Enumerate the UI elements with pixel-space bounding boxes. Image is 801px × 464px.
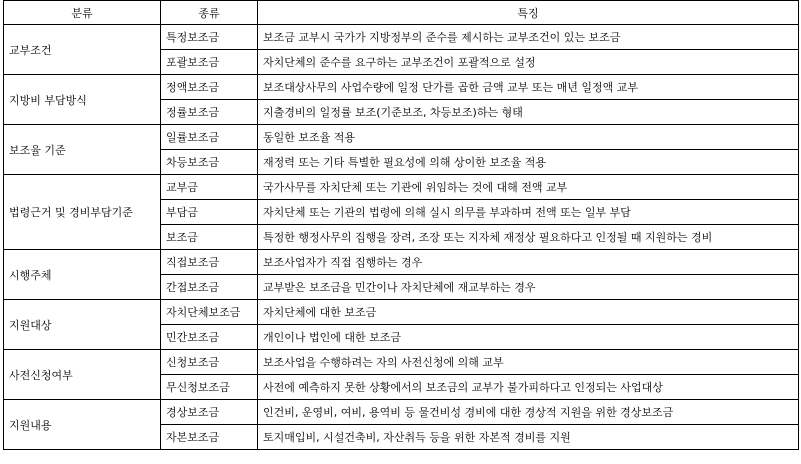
type-cell: 보조금 [161,225,258,250]
feature-cell: 자치단체의 준수를 요구하는 교부조건이 포괄적으로 설정 [258,50,799,75]
category-cell: 교부조건 [4,25,161,75]
table-row [4,400,799,425]
type-cell: 민간보조금 [161,325,258,350]
feature-cell: 자치단체 또는 기관의 법령에 의해 실시 의무를 부과하며 전액 또는 일부 부담 [258,200,799,225]
category-cell: 사전신청여부 [4,350,161,400]
feature-cell: 특정한 행정사무의 집행을 장려, 조장 또는 지자체 재정상 필요하다고 인정될 때 지원하는 경비 [258,225,799,250]
category-cell: 보조율 기준 [4,125,161,175]
feature-cell: 보조대상사무의 사업수량에 일정 단가를 곱한 금액 교부 또는 매년 일정액 교부 [258,75,799,100]
category-cell: 지원내용 [4,400,161,450]
feature-cell: 인건비, 운영비, 여비, 용역비 등 물건비성 경비에 대한 경상적 지원을 위한 경상보조금 [258,400,799,425]
table-row [4,75,799,100]
table-row [4,350,799,375]
feature-cell: 보조사업자가 직접 집행하는 경우 [258,250,799,275]
feature-cell: 사전에 예측하지 못한 상황에서의 보조금의 교부가 불가피하다고 인정되는 사업대상 [258,375,799,400]
feature-cell: 자치단체에 대한 보조금 [258,300,799,325]
table-row [4,250,799,275]
feature-cell: 지출경비의 일정률 보조(기준보조, 차등보조)하는 형태 [258,100,799,125]
type-cell: 무신청보조금 [161,375,258,400]
table-body [4,25,799,450]
table-row [4,175,799,200]
type-cell: 간접보조금 [161,275,258,300]
category-cell: 시행주체 [4,250,161,300]
feature-cell: 국가사무를 자치단체 또는 기관에 위임하는 것에 대해 전액 교부 [258,175,799,200]
header-row [4,1,799,25]
type-cell: 특정보조금 [161,25,258,50]
type-cell: 부담금 [161,200,258,225]
table-row [4,125,799,150]
category-cell: 지방비 부담방식 [4,75,161,125]
feature-cell: 보조사업을 수행하려는 자의 사전신청에 의해 교부 [258,350,799,375]
subsidy-classification-table [3,0,799,450]
header-type: 종류 [161,1,258,25]
type-cell: 신청보조금 [161,350,258,375]
feature-cell: 토지매입비, 시설건축비, 자산취득 등을 위한 자본적 경비를 지원 [258,425,799,450]
table-row [4,25,799,50]
category-cell: 법령근거 및 경비부담기준 [4,175,161,250]
type-cell: 일률보조금 [161,125,258,150]
type-cell: 자본보조금 [161,425,258,450]
type-cell: 정률보조금 [161,100,258,125]
type-cell: 직접보조금 [161,250,258,275]
type-cell: 경상보조금 [161,400,258,425]
feature-cell: 재정력 또는 기타 특별한 필요성에 의해 상이한 보조율 적용 [258,150,799,175]
category-cell: 지원대상 [4,300,161,350]
type-cell: 정액보조금 [161,75,258,100]
header-feature: 특징 [258,1,799,25]
table-row [4,300,799,325]
feature-cell: 동일한 보조율 적용 [258,125,799,150]
feature-cell: 개인이나 법인에 대한 보조금 [258,325,799,350]
header-category: 분류 [4,1,161,25]
feature-cell: 교부받은 보조금을 민간이나 자치단체에 재교부하는 경우 [258,275,799,300]
type-cell: 자치단체보조금 [161,300,258,325]
type-cell: 교부금 [161,175,258,200]
type-cell: 차등보조금 [161,150,258,175]
type-cell: 포괄보조금 [161,50,258,75]
feature-cell: 보조금 교부시 국가가 지방정부의 준수를 제시하는 교부조건이 있는 보조금 [258,25,799,50]
